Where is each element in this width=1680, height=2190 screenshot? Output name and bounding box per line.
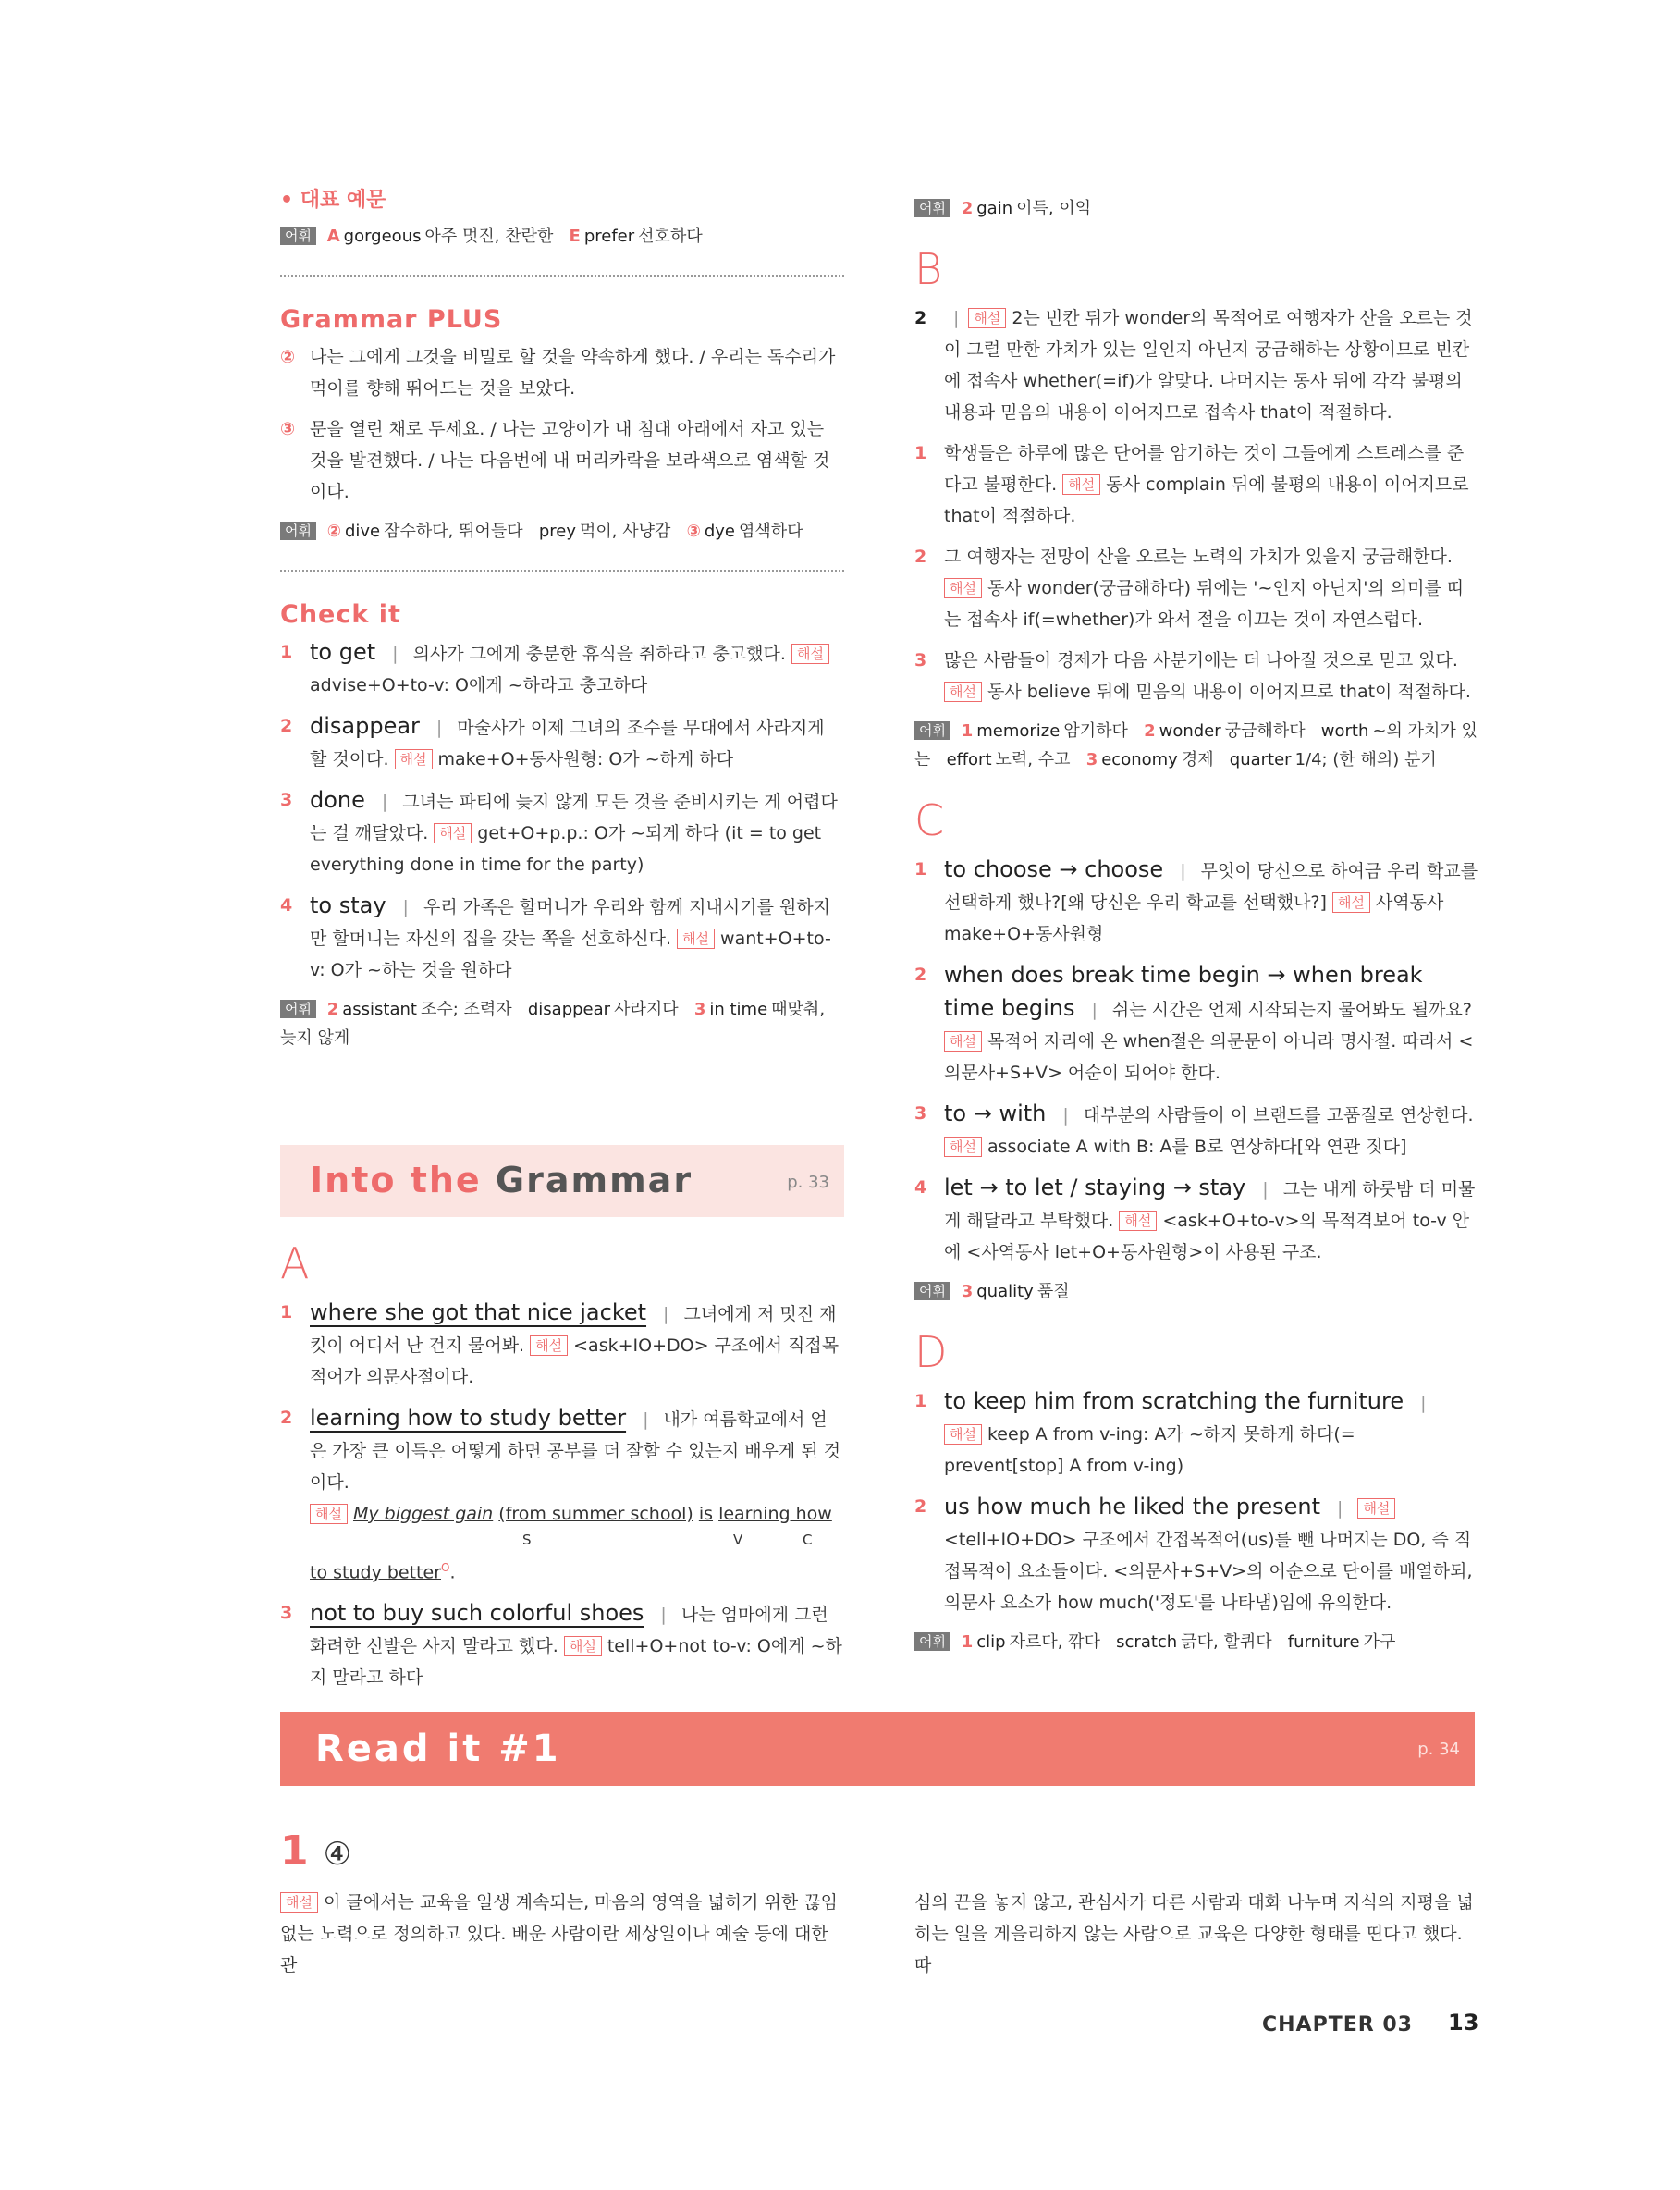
section-letter-a: A [280,1238,310,1288]
check-it-title: Check it [280,600,401,629]
vocab-word: wonder [1159,721,1221,741]
item-number: 2 [280,716,293,736]
vocab-num: ② [326,522,341,541]
vocab-word: gain [976,199,1013,218]
b-vocab [914,717,1478,774]
item-text: 그녀는 파티에 늦지 않게 모든 것을 준비시키는 게 어렵다는 걸 깨달았다. [310,792,838,843]
banner-title [310,1158,693,1202]
explanation-tag: 해설 [530,1335,568,1356]
item-number: 2 [280,1408,293,1428]
item-number: 3 [280,1603,293,1624]
vocab-num: 2 [961,199,974,218]
label-v: V [733,1532,743,1548]
vocab-meaning: ~의 가치가 있는 [914,721,1478,769]
vocab-meaning: 염색하다 [738,522,803,541]
explanation: advise+O+to-v: O에게 ~하라고 충고하다 [310,675,648,695]
vocab-meaning: 선호하다 [638,227,703,246]
item-text: 문을 열린 채로 두세요. / 나는 고양이가 내 침대 아래에서 자고 있는 것을 발견했다. / 나는 다음번에 내 머리카락을 보라색으로 염색할 것이다. [310,419,830,502]
explanation: 동사 complain 뒤에 불평의 내용이 이어지므로 that이 적절하다. [944,474,1469,526]
vocab-num: 3 [693,1000,706,1019]
explanation-tag: 해설 [944,1424,982,1445]
vocab-num: E [569,227,581,246]
list-item: 1 to keep him from scratching the furniture | 해설 keep A from v-ing: A가 ~하지 못하게 하다(= prevent[stop] A from v-ing) [914,1385,1478,1482]
vocab-tag: 어휘 [914,1632,950,1651]
list-item [280,413,844,508]
vocab-word: assistant [342,1000,417,1019]
vocab-word: quality [976,1282,1034,1301]
vocab-meaning: 품질 [1036,1282,1070,1301]
explanation: keep A from v-ing: A가 ~하지 못하게 하다(= prevent[stop] A from v-ing) [944,1424,1355,1476]
list-item [914,541,1478,635]
read-paragraph-left [280,1887,844,1981]
sentence-labels [310,1530,844,1552]
list-item: 4 to stay | 우리 가족은 할머니가 우리와 함께 지내시기를 원하지만 할머니는 자신의 집을 갖는 쪽을 선호하신다. 해설 want+O+to-v: O가 ~하는 것을 원하다 [280,890,844,986]
answer: to → with [944,1101,1047,1126]
item-number: ③ [280,419,296,439]
explanation: want+O+to-v: O가 ~하는 것을 원하다 [310,929,831,980]
item-number: 1 [914,443,927,463]
vocab-meaning: 이득, 이익 [1016,199,1092,218]
item-number: 4 [914,1177,927,1198]
explanation-tag: 해설 [1332,892,1370,913]
explanation: <ask+O+to-v>의 목적격보어 to-v 안에 <사역동사 let+O+동사원형>이 사용된 구조. [944,1211,1470,1262]
explanation-tag: 해설 [677,929,715,949]
item-text: 나는 그에게 그것을 비밀로 할 것을 약속하게 했다. / 우리는 독수리가 먹이를 향해 뛰어드는 것을 보았다. [310,347,836,399]
item-number: 3 [914,1103,927,1124]
answer: not to buy such colorful shoes [310,1600,644,1627]
list-item: 4 let → to let / staying → stay | 그는 내게 하룻밤 더 머물게 해달라고 부탁했다. 해설 <ask+O+to-v>의 목적격보어 to-v 안에 <사역동사 let+O+동사원형>이 사용된 구조. [914,1172,1478,1268]
explanation-tag: 해설 [1357,1498,1395,1519]
item-text: 내가 여름학교에서 얻은 가장 큰 이득은 어떻게 하면 공부를 더 잘할 수 있는지 배우게 된 것이다. [310,1409,841,1493]
item-text: 그녀에게 저 멋진 재킷이 어디서 난 건지 물어봐. [310,1304,837,1356]
explanation-tag: 해설 [1062,474,1100,495]
answer: disappear [310,713,420,739]
item-text: 대부분의 사람들이 이 브랜드를 고품질로 연상한다. [1083,1105,1474,1126]
explanation: <tell+IO+DO> 구조에서 간접목적어(us)를 뺀 나머지는 DO, 즉 직접목적어 요소들이다. <의문사+S+V>의 어순으로 단어를 배열하되, 의문사 요소가 how much('정도'를 나타냄)임에 유의한다. [944,1530,1473,1613]
vocab-meaning: 노력, 수고 [995,750,1071,769]
list-item: 3 done | 그녀는 파티에 늦지 않게 모든 것을 준비시키는 게 어렵다는 걸 깨달았다. 해설 get+O+p.p.: O가 ~되게 하다 (it = to get everything done in time for the party) [280,784,844,880]
footer-chapter: CHAPTER 03 [1262,2013,1413,2036]
vocab-word: in time [709,1000,768,1019]
vocab-word: gorgeous [343,227,422,246]
section-letter-b: B [914,244,943,294]
grammar-plus-title: Grammar PLUS [280,305,503,334]
item-text: 많은 사람들이 경제가 다음 사분기에는 더 나아질 것으로 믿고 있다. [944,650,1458,671]
list-item: 1 to get | 의사가 그에게 충분한 휴식을 취하라고 충고했다. 해설advise+O+to-v: O에게 ~하라고 충고하다 [280,636,844,701]
read-it-title: Read it #1 [315,1728,561,1770]
d-vocab [914,1628,1478,1656]
sentence-modifier: (from summer school) [498,1504,693,1524]
explanation-tag: 해설 [564,1636,602,1656]
vocab-word: dive [344,522,381,541]
list-item: 3 to → with | 대부분의 사람들이 이 브랜드를 고품질로 연상한다. 해설 associate A with B: A를 B로 연상하다[와 연관 짓다] [914,1098,1478,1163]
vocab-word: disappear [527,1000,611,1019]
label-c: C [803,1532,813,1548]
item-number: 3 [914,650,927,671]
item-number: 1 [914,859,927,880]
section-letter-d: D [914,1327,948,1377]
read-paragraph-right [914,1887,1478,1981]
explanation-tag: 해설 [944,1031,982,1052]
item-number: 3 [280,790,293,810]
answer: to keep him from scratching the furniture [944,1388,1404,1414]
vocab-word: prefer [583,227,635,246]
vocab-num: 3 [1085,750,1098,769]
answer: let → to let / staying → stay [944,1175,1246,1200]
vocab-tag: 어휘 [914,1282,950,1300]
answer: where she got that nice jacket [310,1299,647,1325]
paragraph-text: 이 글에서는 교육을 일생 계속되는, 마음의 영역을 넓히기 위한 끊임없는 노력으로 정의하고 있다. 배운 사람이란 세상일이나 예술 등에 대한 관 [280,1892,838,1975]
vocab-meaning: 가구 [1363,1632,1396,1652]
grammar-plus-vocab [280,517,844,546]
vocab-meaning: 경제 [1181,750,1214,769]
vocab-meaning: 사라지다 [614,1000,679,1019]
vocab-tag: 어휘 [914,721,950,740]
explanation: 사역동사 make+O+동사원형 [944,892,1444,944]
paragraph-text: 심의 끈을 놓지 않고, 관심사가 다른 사람과 대화 나누며 지식의 지평을 넓히는 일을 게을리하지 않는 사람으로 교육은 다양한 형태를 띤다고 했다. 따 [914,1892,1474,1975]
explanation-tag: 해설 [944,578,982,598]
explanation: get+O+p.p.: O가 ~되게 하다 (it = to get everything done in time for the party) [310,823,822,875]
item-number: 1 [914,1391,927,1411]
vocab-meaning: 1/4; (한 해의) 분기 [1294,750,1437,769]
divider [280,570,844,572]
item-text: 의사가 그에게 충분한 휴식을 취하라고 충고했다. [412,644,786,664]
banner-title-part1: Into the [310,1160,482,1200]
answer: to choose → choose [944,856,1164,882]
vocab-word: memorize [976,721,1061,741]
sentence-complement: learning how [718,1504,832,1524]
explanation-tag: 해설 [434,823,472,843]
item-text: 학생들은 하루에 많은 단어를 암기하는 것이 그들에게 스트레스를 준다고 불평한다. [944,443,1465,495]
vocab-word: furniture [1287,1632,1360,1652]
item-text: 나는 엄마에게 그런 화려한 신발은 사지 말라고 했다. [310,1605,828,1657]
explanation-tag: 해설 [280,1892,318,1913]
vocab-tag: 어휘 [280,522,316,540]
vocab-meaning: 먹이, 사냥감 [580,522,671,541]
vocab-num: ③ [686,522,701,541]
vocab-word: quarter [1229,750,1292,769]
item-number: ② [280,347,296,367]
explanation-tag: 해설 [395,749,433,769]
explanation: 2는 빈칸 뒤가 wonder의 목적어로 여행자가 산을 오르는 것이 그럴 만한 가치가 있는 일인지 아닌지 궁금해하는 상황이므로 빈칸에 접속사 whether(=if)가 알맞다. 나머지는 동사 뒤에 각각 불평의 내용과 믿음의 내용이 이어지므로 접속사 that이 적절하다. [944,308,1473,423]
item-number: 4 [280,895,293,916]
explanation: 동사 believe 뒤에 믿음의 내용이 이어지므로 that이 적절하다. [987,682,1471,702]
vocab-num: 1 [961,1632,974,1652]
answer: when does break time begin → when break time begins [944,962,1423,1021]
page-number: 13 [1448,2010,1479,2036]
label-s: S [522,1532,532,1548]
vocab-num: 2 [1144,721,1156,741]
divider [280,275,844,277]
list-item: 2 us how much he liked the present | 해설<tell+IO+DO> 구조에서 간접목적어(us)를 뺀 나머지는 DO, 즉 직접목적어 요소들이다. <의문사+S+V>의 어순으로 단어를 배열하되, 의문사 요소가 how much('정도'를 나타냄)임에 유의한다. [914,1491,1478,1618]
item-number: 2 [914,308,927,328]
explanation: <ask+IO+DO> 구조에서 직접목적어가 의문사절이다. [310,1335,840,1387]
banner-title-part2: Grammar [495,1160,693,1200]
sentence-verb: is [698,1504,714,1524]
list-item: 2 | 해설 2는 빈칸 뒤가 wonder의 목적어로 여행자가 산을 오르는 것이 그럴 만한 가치가 있는 일인지 아닌지 궁금해하는 상황이므로 빈칸에 접속사 whether(=if)가 알맞다. 나머지는 동사 뒤에 각각 불평의 내용과 믿음의 내용이 이어지므로 접속사 that이 적절하다. [914,302,1478,428]
section-letter-c: C [914,795,945,845]
item-text: 쉬는 시간은 언제 시작되는지 물어봐도 될까요? [1111,1000,1472,1020]
vocab-word: worth [1320,721,1369,741]
explanation-tag: 해설 [944,1137,982,1157]
answer: us how much he liked the present [944,1494,1320,1519]
explanation-tag: 해설 [1119,1211,1157,1231]
item-number: 1 [280,642,293,662]
vocab-meaning: 잠수하다, 뛰어들다 [384,522,523,541]
vocab-meaning: 긁다, 할퀴다 [1181,1632,1272,1652]
list-item [914,437,1478,532]
vocab-meaning: 때맞춰, 늦지 않게 [280,1000,826,1048]
sentence-end: . [449,1562,456,1583]
item-number: 2 [914,965,927,985]
object-marker: O [441,1561,450,1574]
question-answer [280,1827,351,1878]
vocab-word: prey [538,522,577,541]
explanation: associate A with B: A를 B로 연상하다[와 연관 짓다] [987,1137,1407,1157]
explanation-tag: 해설 [944,682,982,702]
list-item: 1 where she got that nice jacket | 그녀에게 저 멋진 재킷이 어디서 난 건지 물어봐. 해설 <ask+IO+DO> 구조에서 직접목적어가 의문사절이다. [280,1297,844,1393]
vocab-num: A [326,227,340,246]
vocab-tag: 어휘 [280,227,316,245]
into-the-grammar-banner [280,1145,844,1217]
explanation-tag: 해설 [310,1504,348,1524]
item-text: 마술사가 이제 그녀의 조수를 무대에서 사라지게 할 것이다. [310,718,825,769]
item-number: 2 [914,1496,927,1517]
question-choice: ④ [323,1836,352,1873]
banner-page-ref: p. 33 [787,1173,829,1192]
read-it-banner [280,1712,1475,1786]
item-text: 무엇이 당신으로 하여금 우리 학교를 선택하게 했나?[왜 당신은 우리 학교를 선택했나?] [944,861,1478,913]
answer: to stay [310,892,386,918]
list-item: 2 when does break time begin → when break time begins | 쉬는 시간은 언제 시작되는지 물어봐도 될까요? 해설 목적어 자리에 온 when절은 의문문이 아니라 명사절. 따라서 <의문사+S+V> 어순이 되어야 한다. [914,959,1478,1089]
vocab-meaning: 조수; 조력자 [420,1000,512,1019]
vocab-num: 2 [326,1000,339,1019]
vocab-meaning: 암기하다 [1063,721,1128,741]
vocab-meaning: 자르다, 깎다 [1009,1632,1100,1652]
vocab-meaning: 아주 멋진, 찬란한 [424,227,554,246]
list-item: 3 not to buy such colorful shoes | 나는 엄마에게 그런 화려한 신발은 사지 말라고 했다. 해설 tell+O+not to-v: O에게 ~하지 말라고 하다 [280,1597,844,1693]
vocab-tag: 어휘 [914,199,950,217]
sentence-complement-cont: to study better [310,1562,441,1583]
vocab-word: scratch [1116,1632,1178,1652]
right-column [914,185,1478,1656]
explanation: 목적어 자리에 온 when절은 의문문이 아니라 명사절. 따라서 <의문사+S+V> 어순이 되어야 한다. [944,1031,1474,1083]
explanation: tell+O+not to-v: O에게 ~하지 말라고 하다 [310,1636,842,1689]
vocab-word: dye [704,522,735,541]
vocab-word: effort [946,750,992,769]
question-number: 1 [280,1827,309,1875]
vocab-tag: 어휘 [280,1000,316,1018]
item-text: 그 여행자는 전망이 산을 오르는 노력의 가치가 있을지 궁금해한다. [944,547,1453,567]
top-vocab [914,194,1478,223]
item-text: 그는 내게 하룻밤 더 머물게 해달라고 부탁했다. [944,1179,1476,1231]
answer: to get [310,639,376,665]
list-item: 1 to choose → choose | 무엇이 당신으로 하여금 우리 학교를 선택하게 했나?[왜 당신은 우리 학교를 선택했나?] 해설 사역동사 make+O+동사원형 [914,854,1478,950]
vocab-word: clip [976,1632,1006,1652]
read-it-page-ref: p. 34 [1417,1740,1460,1759]
vocab-num: 3 [961,1282,974,1301]
check-it-vocab [280,995,844,1052]
sentence-subject: My biggest gain [352,1504,494,1524]
answer: learning how to study better [310,1405,627,1431]
c-vocab [914,1277,1478,1306]
item-number: 2 [914,547,927,567]
list-item: 2 disappear | 마술사가 이제 그녀의 조수를 무대에서 사라지게 할 것이다. 해설 make+O+동사원형: O가 ~하게 하다 [280,710,844,775]
item-text: 우리 가족은 할머니가 우리와 함께 지내시기를 원하지만 할머니는 자신의 집을 갖는 쪽을 선호하신다. [310,897,831,949]
answer: done [310,787,365,813]
vocab-num: 1 [961,721,974,741]
vocab-meaning: 궁금해하다 [1224,721,1306,741]
explanation-tag: 해설 [791,644,829,664]
example-vocab [280,222,844,251]
example-title: • 대표 예문 [280,189,386,212]
list-item [280,341,844,404]
explanation: make+O+동사원형: O가 ~하게 하다 [437,749,734,769]
vocab-word: economy [1101,750,1178,769]
explanation: 동사 wonder(궁금해하다) 뒤에는 '~인지 아닌지'의 의미를 띠는 접속사 if(=whether)가 와서 절을 이끄는 것이 자연스럽다. [944,578,1465,630]
item-number: 1 [280,1302,293,1323]
list-item: 2 learning how to study better | 내가 여름학교에서 얻은 가장 큰 이득은 어떻게 하면 공부를 더 잘할 수 있는지 배우게 된 것이다. 해설 My biggest gain (from summer school) is learning how S V C to study better$^O$. [280,1402,844,1588]
list-item [914,645,1478,707]
explanation-tag: 해설 [968,308,1006,328]
left-column [280,185,844,1703]
